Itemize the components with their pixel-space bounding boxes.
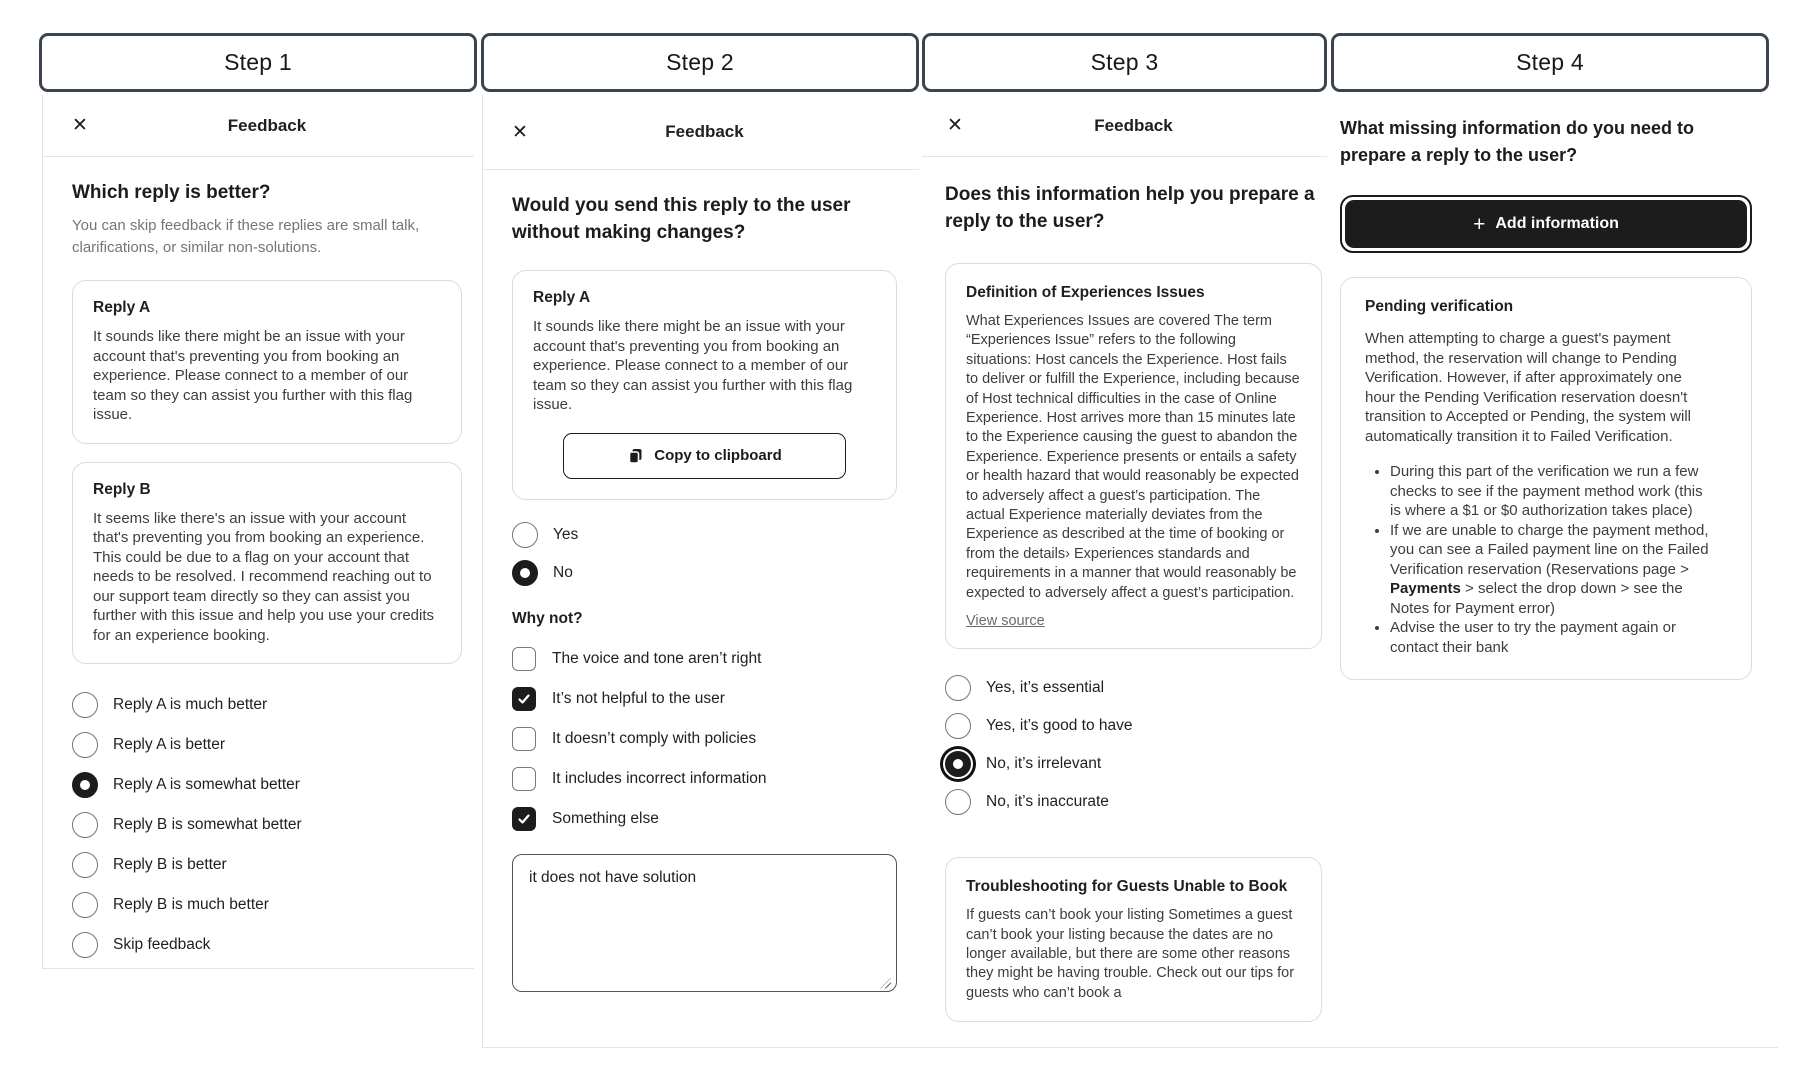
panels-bottom-border (482, 1047, 1778, 1048)
reply-rating-options (72, 692, 462, 958)
step-2-header (481, 33, 919, 92)
why-not-checkboxes (512, 646, 897, 832)
feedback-header-3 (922, 95, 1327, 157)
radio-option-reply-a-better[interactable]: Reply A is better (72, 732, 462, 758)
reply-b-body: It seems like there's an issue with your account that's preventing you from booking an experience. This could be due to a flag on your account that needs to be resolved. I recommend reaching out to our support team directly so they can assist you further with this issue and help you use your credits for an experience booking. (93, 509, 435, 644)
radio-option-no-irrelevant[interactable]: No, it’s irrelevant (945, 751, 1322, 777)
close-icon[interactable]: ✕ (947, 115, 963, 136)
reply-b-card (72, 462, 462, 665)
radio-option-reply-b-somewhat-better[interactable]: Reply B is somewhat better (72, 812, 462, 838)
radio-icon (945, 713, 971, 739)
reply-a-card (72, 280, 462, 444)
radio-option-skip-feedback[interactable]: Skip feedback (72, 932, 462, 958)
radio-option-reply-a-much-better[interactable]: Reply A is much better (72, 692, 462, 718)
radio-icon (72, 852, 98, 878)
panel-step-3 (922, 95, 1327, 1047)
view-source-link[interactable]: View source (966, 613, 1045, 630)
check-icon (517, 812, 531, 826)
reply-a-body: It sounds like there might be an issue with your account that's preventing you from booking an experience. Please connect to a member of our team so they can assist you further with this flag issue. (533, 318, 853, 413)
radio-option-no[interactable]: No (512, 560, 897, 586)
radio-icon (512, 522, 538, 548)
reply-a-title: Reply A (93, 299, 151, 316)
add-information-button-focus-ring (1340, 195, 1752, 253)
article-body: What Experiences Issues are covered The term “Experiences Issue” refers to the following situations: Host cancels the Experience. Host fails to deliver or fulfill the Experience, including because of Host technical difficulties in the case of Online Experience. Host arrives more than 15 minutes late to the Experience causing the guest to abandon the Experience. Experience presents or entails a safety or health hazard that would reasonably be expected to adversely affect a guest’s participation. The actual Experience materially deviates from the Experience as described at the time of booking or from the details› Experiences standards and requirements in a manner that would reasonably be expected to adversely affect a guest’s participation. (966, 313, 1300, 601)
card-bullet-list (1365, 462, 1710, 657)
question-send-reply: Would you send this reply to the user without making changes? (512, 195, 851, 243)
checkbox-not-helpful[interactable]: It’s not helpful to the user (512, 686, 897, 712)
question-missing-info: What missing information do you need to prepare a reply to the user? (1340, 118, 1694, 165)
radio-selected-icon (72, 772, 98, 798)
radio-option-yes[interactable]: Yes (512, 522, 897, 548)
step-2-label: Step 2 (666, 49, 734, 75)
feedback-textarea[interactable] (512, 854, 897, 992)
radio-selected-focused-icon (945, 751, 971, 777)
add-information-button[interactable]: + Add information (1345, 200, 1747, 248)
close-icon[interactable]: ✕ (72, 115, 88, 136)
checkbox-incorrect-info[interactable]: It includes incorrect information (512, 766, 897, 792)
radio-icon (72, 812, 98, 838)
radio-option-reply-b-better[interactable]: Reply B is better (72, 852, 462, 878)
feedback-textarea-wrap (512, 854, 897, 997)
checkbox-checked-icon (512, 807, 536, 831)
panel-step-2 (482, 95, 919, 997)
checkbox-icon (512, 767, 536, 791)
radio-icon (945, 789, 971, 815)
article-title: Definition of Experiences Issues (966, 284, 1205, 301)
feedback-header-2 (482, 95, 919, 170)
question-subtitle: You can skip feedback if these replies are small talk, clarifications, or similar non-solutions. (72, 217, 420, 256)
radio-icon (72, 892, 98, 918)
question-info-helpful: Does this information help you prepare a reply to the user? (945, 184, 1315, 232)
step-3-header (922, 33, 1327, 92)
feedback-header-1 (42, 95, 474, 157)
radio-option-reply-b-much-better[interactable]: Reply B is much better (72, 892, 462, 918)
panel-title: Feedback (665, 122, 744, 141)
checkbox-icon (512, 647, 536, 671)
step-4-label: Step 4 (1516, 49, 1584, 75)
radio-icon (72, 932, 98, 958)
plus-icon: + (1473, 212, 1486, 236)
question-which-reply: Which reply is better? (72, 182, 271, 203)
radio-selected-icon (512, 560, 538, 586)
close-icon[interactable]: ✕ (512, 121, 528, 143)
panel-title: Feedback (1094, 115, 1173, 135)
article-card-troubleshooting (945, 857, 1322, 1022)
panel-step-1 (42, 95, 474, 972)
checkbox-policies[interactable]: It doesn’t comply with policies (512, 726, 897, 752)
helpfulness-options (945, 675, 1322, 815)
bullet-item: • If we are unable to charge the payment method, you can see a Failed payment line on the Failed Verification reservation (Reservations page > Payments > select the drop down > see the Notes for Payment error) (1390, 521, 1710, 619)
step-1-header (39, 33, 477, 92)
checkbox-icon (512, 727, 536, 751)
panel-title: Feedback (227, 115, 307, 135)
copy-to-clipboard-button[interactable]: Copy to clipboard (563, 433, 846, 479)
reply-a-title: Reply A (533, 289, 591, 306)
card-title: Pending verification (1365, 298, 1514, 315)
send-options (512, 522, 897, 586)
card-intro: When attempting to charge a guest's payment method, the reservation will change to Pending Verification. However, if after approximately one hour the Pending Verification reservation doesn't transition to Accepted or Pending, the system will automatically transition it to Failed Verification. (1365, 330, 1692, 445)
radio-option-yes-essential[interactable]: Yes, it’s essential (945, 675, 1322, 701)
bullet-item: • Advise the user to try the payment again or contact their bank (1390, 618, 1710, 657)
check-icon (517, 692, 531, 706)
article-body: If guests can’t book your listing Sometimes a guest can’t book your listing because the dates are no longer available, but there are some other reasons they might be having trouble. Check out our tips for guests who can’t book a (966, 907, 1295, 1001)
radio-option-reply-a-somewhat-better[interactable]: Reply A is somewhat better (72, 772, 462, 798)
step-3-label: Step 3 (1090, 49, 1159, 75)
pending-verification-card (1340, 277, 1752, 680)
why-not-label: Why not? (512, 609, 583, 627)
panel-step-4 (1331, 95, 1769, 680)
article-card-experiences-issues (945, 263, 1322, 649)
radio-icon (72, 692, 98, 718)
radio-option-no-inaccurate[interactable]: No, it’s inaccurate (945, 789, 1322, 815)
reply-a-card (512, 270, 897, 500)
checkbox-something-else[interactable]: Something else (512, 806, 897, 832)
step-1-label: Step 1 (224, 49, 292, 75)
reply-b-title: Reply B (93, 480, 151, 498)
article-title: Troubleshooting for Guests Unable to Book (966, 878, 1288, 896)
radio-icon (945, 675, 971, 701)
step-4-header (1331, 33, 1769, 92)
checkbox-checked-icon (512, 687, 536, 711)
copy-icon (627, 447, 644, 464)
bullet-item: • During this part of the verification we run a few checks to see if the payment method work (this is where a $1 or $0 authorization takes place) (1390, 462, 1710, 521)
checkbox-voice-tone[interactable]: The voice and tone aren’t right (512, 646, 897, 672)
radio-icon (72, 732, 98, 758)
radio-option-yes-good-to-have[interactable]: Yes, it’s good to have (945, 713, 1322, 739)
reply-a-body: It sounds like there might be an issue with your account that's preventing you from booking an experience. Please connect to a member of our team so they can assist you further with this flag issue. (93, 328, 413, 423)
